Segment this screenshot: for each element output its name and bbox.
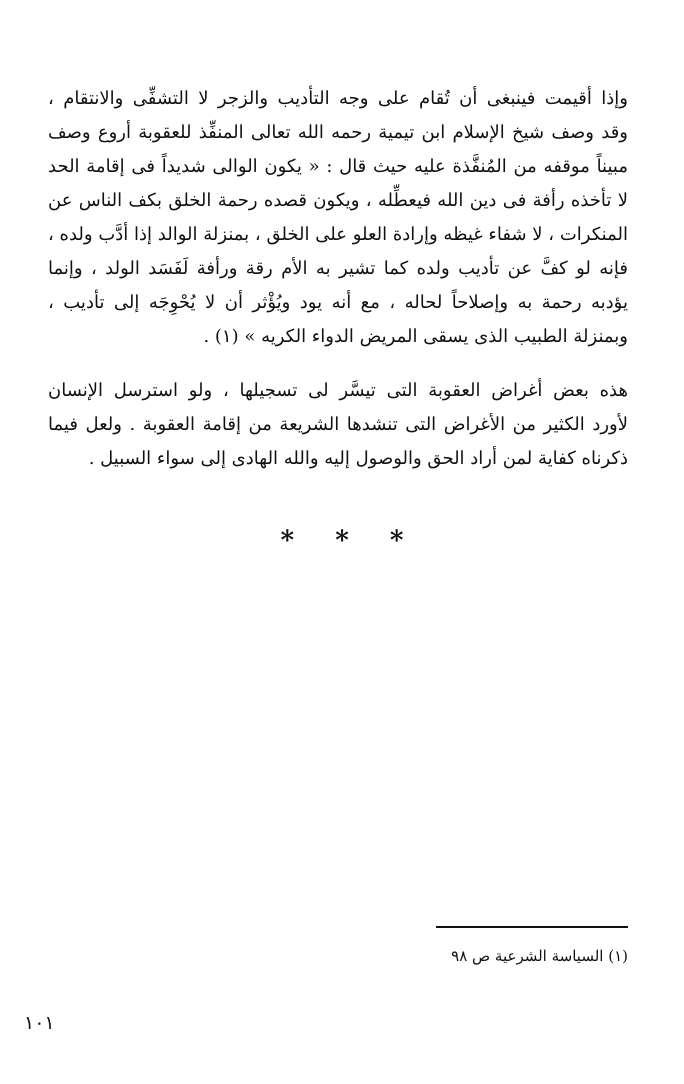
text-line: وبمنزلة الطبيب الذى يسقى المريض الدواء الكريه » (١) . <box>203 326 628 347</box>
text-line: مبيناً موقفه من المُنفَّذة عليه حيث قال : « يكون الوالى شديداً فى إقامة الحد <box>48 156 628 177</box>
page-number: ١٠١ <box>24 1012 55 1034</box>
text-line: لا تأخذه رأفة فى دين الله فيعطِّله ، ويكون قصده رحمة الخلق بكف الناس عن <box>48 190 628 211</box>
text-line: المنكرات ، لا شفاء غيظه وإرادة العلو على الخلق ، بمنزلة الوالد إذا أدَّب ولده ، <box>48 224 628 245</box>
paragraph-1 <box>48 82 628 354</box>
paragraph-2 <box>48 374 628 476</box>
footnote: (١) السياسة الشرعية ص ٩٨ <box>451 947 628 965</box>
text-line: وإذا أقيمت فينبغى أن تُقام على وجه التأديب والزجر لا التشفِّى والانتقام ، <box>48 88 628 109</box>
footnote-divider <box>436 926 628 928</box>
asterisk: * <box>389 526 404 556</box>
text-line: يؤدبه رحمة به وإصلاحاً لحاله ، مع أنه يود ويُؤْثر أن لا يُحْوِجَه إلى تأديب ، <box>48 292 628 313</box>
text-line: وقد وصف شيخ الإسلام ابن تيمية رحمه الله تعالى المنفِّذ للعقوبة أروع وصف <box>48 122 628 143</box>
text-line: فإنه لو كفَّ عن تأديب ولده كما تشير به الأم رقة ورأفة لَفَسَد الولد ، وإنما <box>48 258 628 279</box>
text-line: هذه بعض أغراض العقوبة التى تيسَّر لى تسجيلها ، ولو استرسل الإنسان <box>48 380 628 401</box>
text-line: لأورد الكثير من الأغراض التى تنشدها الشريعة من إقامة العقوبة . ولعل فيما <box>48 414 628 435</box>
asterisk: * <box>335 526 349 556</box>
asterisk: * <box>280 526 295 556</box>
text-line: ذكرناه كفاية لمن أراد الحق والوصول إليه والله الهادى إلى سواء السبيل . <box>88 448 628 469</box>
section-separator <box>0 526 684 556</box>
